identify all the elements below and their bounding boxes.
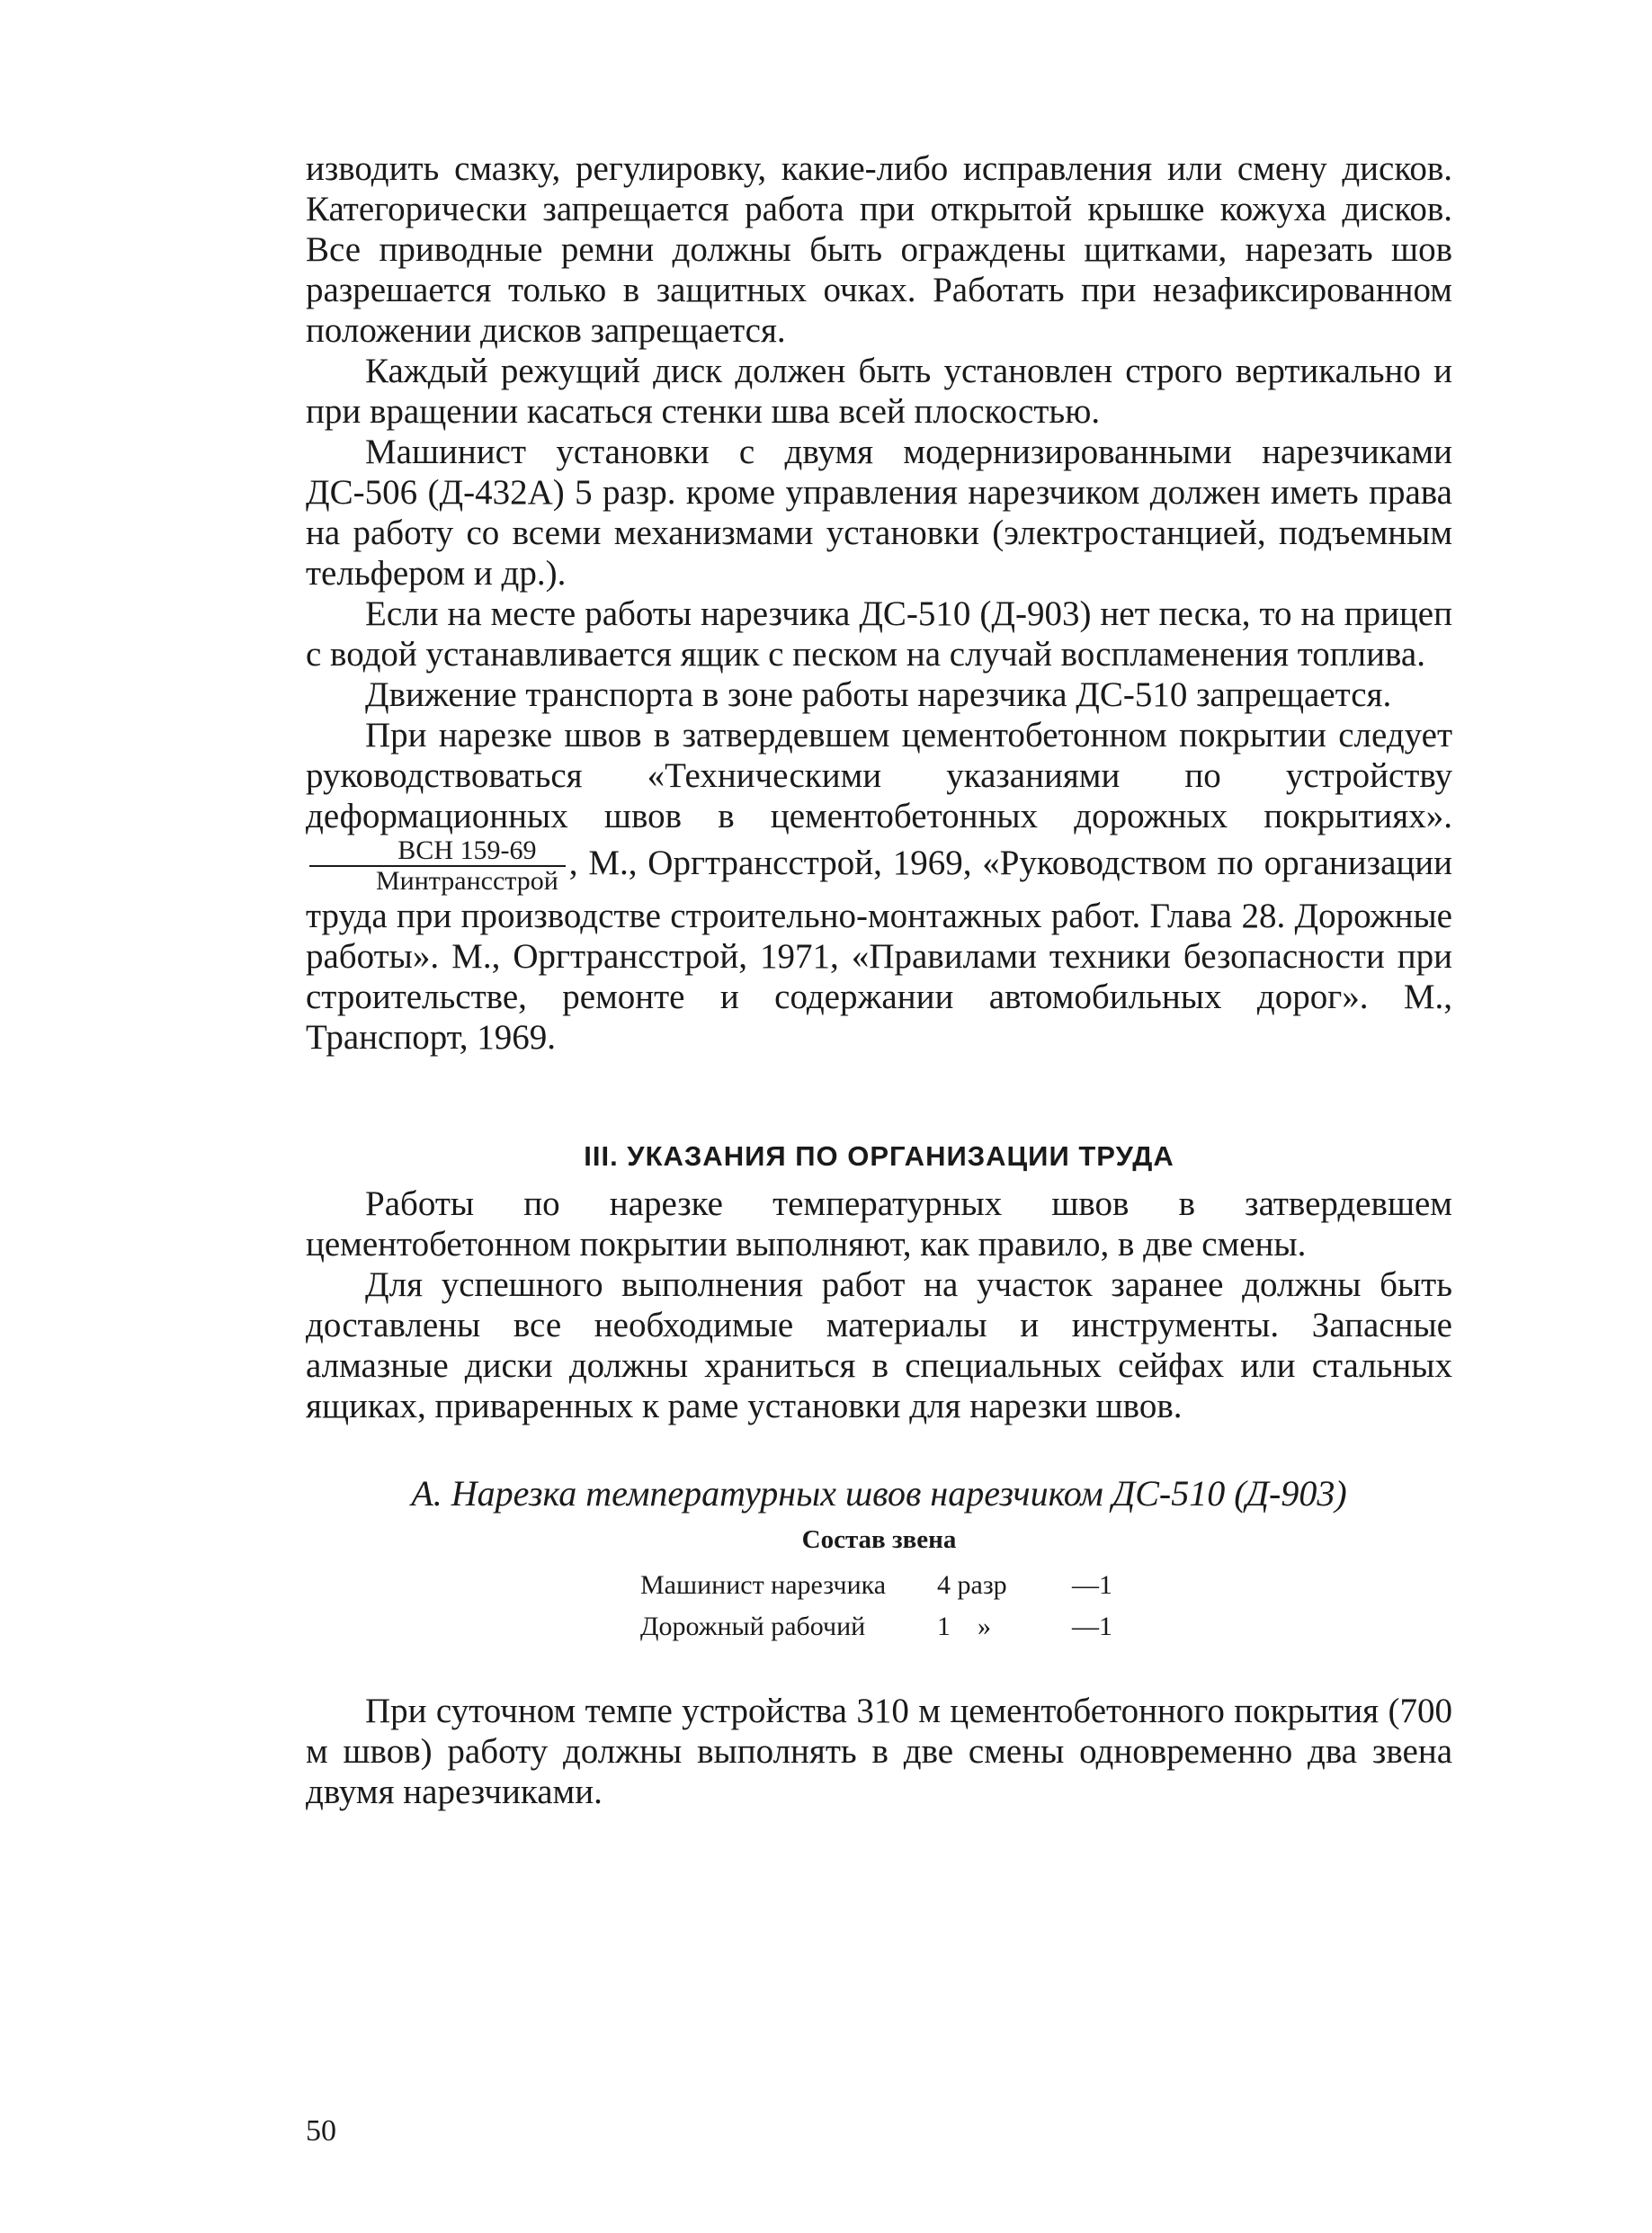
- paragraph-regulations: [306, 715, 1452, 1058]
- section-title: III. УКАЗАНИЯ ПО ОРГАНИЗАЦИИ ТРУДА: [584, 1140, 1174, 1172]
- crew-list: [306, 1565, 1452, 1648]
- paragraph-sand-box: Если на месте работы нарезчика ДС-510 (Д-903) нет песка, то на прицеп с водой устанавливается ящик с песком на случай воспламенения топлива.: [306, 594, 1452, 674]
- page-number: 50: [306, 2114, 336, 2148]
- paragraph-continuation: изводить смазку, регулировку, какие-либо исправления или смену дисков. Категорически запрещается работа при открытой крышке кожуха дисков. Все приводные ремни должны быть ограждены щитками, нарезать шов разрешается только в защитных очках. Работать при незафиксированном положении дисков запрещается.: [306, 149, 1452, 350]
- crew-role: Дорожный рабочий: [640, 1612, 866, 1641]
- crew-grade: 4 разр: [937, 1570, 1007, 1600]
- fraction-denominator: Минтрансстрой: [376, 866, 558, 896]
- crew-role: Машинист нарезчика: [640, 1570, 887, 1600]
- crew-grade: 1 »: [937, 1612, 991, 1641]
- crew-row: [306, 1606, 1452, 1648]
- crew-count: —1: [1072, 1612, 1112, 1641]
- paragraph-disc-vertical: Каждый режущий диск должен быть установлен строго вертикально и при вращении касаться стенки шва всей плоскостью.: [306, 352, 1452, 431]
- regulations-text-after: , М., Оргтрансстрой, 1969, «Руководством по организации труда при производстве строительно-монтажных работ. Глава 28. Дорожные работы». М., Оргтрансстрой, 1971, «Правилами техники безопасности при строительстве, ремонте и содержании автомобильных дорог». М., Транспорт, 1969.: [306, 843, 1452, 1057]
- regulations-text-before: При нарезке швов в затвердевшем цементобетонном покрытии следует руководствоваться «Техническими указаниями по устройству деформационных швов в цементобетонных дорожных покрытиях».: [306, 716, 1452, 835]
- fraction-numerator: ВСН 159-69: [309, 836, 566, 867]
- paragraph-daily-rate: При суточном темпе устройства 310 м цементобетонного покрытия (700 м швов) работу должны выполнять в две смены одновременно два звена двумя нарезчиками.: [306, 1692, 1452, 1811]
- crew-row: [306, 1565, 1452, 1606]
- paragraph-materials: Для успешного выполнения работ на участок заранее должны быть доставлены все необходимые материалы и инструменты. Запасные алмазные диски должны храниться в специальных сейфах или стальных ящиках, приваренных к раме установки для нарезки швов.: [306, 1265, 1452, 1425]
- subsection-title: А. Нарезка температурных швов нарезчиком ДС-510 (Д-903): [411, 1473, 1347, 1514]
- crew-count: —1: [1072, 1570, 1112, 1600]
- paragraph-operator-rights: Машинист установки с двумя модернизированными нарезчиками ДС-506 (Д-432А) 5 разр. кроме управления нарезчиком должен иметь права на работу со всеми механизмами установки (электростанцией, подъемным тельфером и др.).: [306, 433, 1452, 593]
- paragraph-traffic-ban: Движение транспорта в зоне работы нарезчика ДС-510 запрещается.: [365, 675, 1392, 714]
- crew-title: Состав звена: [801, 1525, 957, 1554]
- regulation-fraction: [309, 836, 566, 896]
- page-body: [306, 148, 1452, 1812]
- paragraph-two-shifts: Работы по нарезке температурных швов в затвердевшем цементобетонном покрытии выполняют, как правило, в две смены.: [306, 1184, 1452, 1264]
